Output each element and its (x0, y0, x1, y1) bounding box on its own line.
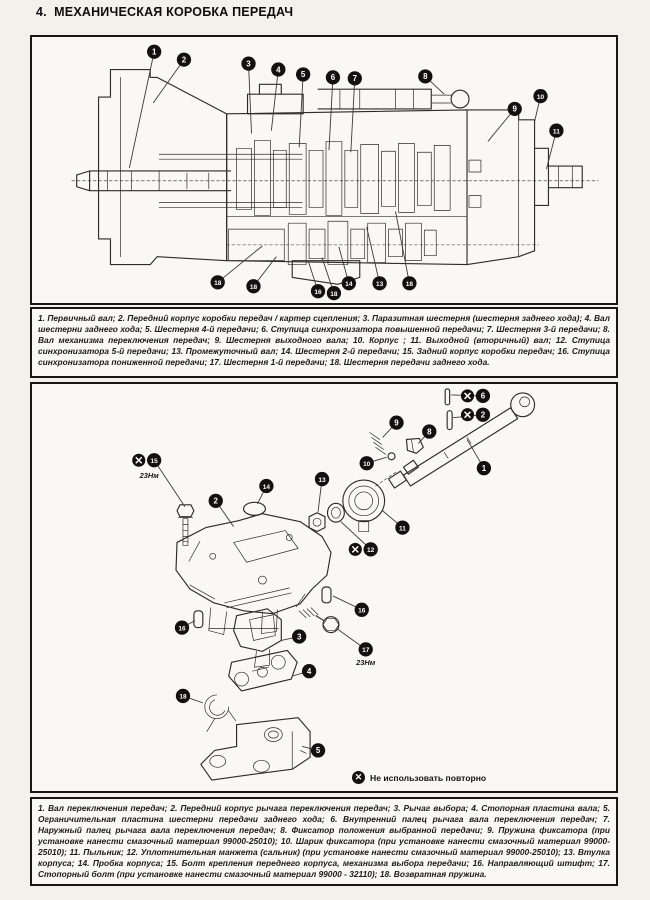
callout-number: 18 (330, 290, 338, 298)
torque-label: 23Нм (139, 471, 159, 481)
torque-label: 23Нм (356, 658, 376, 668)
callout-number: 2 (480, 410, 486, 420)
callout-number: 9 (394, 418, 399, 428)
guide-pins (194, 587, 331, 628)
shift-shaft (389, 389, 535, 488)
callout-number: 14 (345, 281, 353, 289)
transmission-diagram-frame (30, 35, 618, 305)
callout-number: 6 (330, 73, 336, 83)
legend-item: 5. Шестерня 4-й передачи; (145, 324, 262, 334)
do-not-reuse-icon: ✕ (352, 771, 365, 784)
legend-item: 11. Пыльник; (69, 847, 127, 857)
callout-number: 9 (512, 104, 517, 114)
legend-item: 2. Передний корпус коробки передач / картер сцепления; (117, 313, 363, 323)
bell-housing (99, 70, 227, 265)
legend-item: 10. Корпус ; (353, 335, 411, 345)
callout-number: 18 (179, 693, 187, 701)
callout-number: 18 (405, 281, 414, 289)
legend-item: 12. Ступица синхронизатора 5-й передачи; (38, 335, 610, 356)
reverse-limit-bracket (201, 718, 310, 780)
callout-number: 12 (367, 547, 375, 555)
leader-line (153, 60, 184, 103)
legend-item: 15. Болт крепления переднего корпуса, механизма выбора передачи; (166, 858, 473, 868)
leader-line (154, 460, 185, 507)
legend-item: 5. Ограничительная пластина шестерни передачи заднего хода; (38, 803, 611, 824)
legend-item: 4. Вал шестерни заднего хода; (38, 313, 610, 334)
leader-line (329, 77, 333, 150)
shift-mechanism-diagram-frame (30, 382, 618, 793)
shift-mechanism-exploded-diagram (32, 384, 616, 791)
legend-item: 6. Внутренний палец рычага вала переключения передач; (330, 814, 603, 824)
callout-number: 3 (246, 59, 251, 69)
legend-item: 15. Задний корпус коробки передач; (402, 346, 558, 356)
legend-item: 14. Пробка корпуса; (77, 858, 167, 868)
legend-item: 16. Ступица синхронизатора пониженной передачи; (38, 346, 610, 367)
legend-item: 9. Шестерня выходного вала; (214, 335, 354, 345)
legend-item: 12. Уплотнительная манжета (сальник) (при установке нанести смазочный материал 99000-25010); (126, 847, 564, 857)
legend-item: 1. Вал переключения передач; (38, 803, 171, 813)
leader-line (271, 70, 278, 131)
callout-number: 1 (151, 47, 157, 57)
shift-mechanism-line-art (176, 389, 535, 780)
legend-item: 8. Фиксатор положения выбранной передачи; (280, 825, 488, 835)
callout-number: 16 (314, 288, 322, 296)
legend-item: 13. Промежуточный вал; (171, 346, 281, 356)
legend-item: 18. Шестерня передачи заднего хода. (329, 357, 490, 367)
leader-line (218, 246, 263, 282)
transmission-cross-section-diagram (32, 37, 616, 303)
do-not-reuse-note (352, 771, 486, 784)
callout-number: 7 (352, 74, 358, 84)
stopper-plate (229, 650, 298, 691)
selector-lever (234, 609, 282, 677)
transmission-legend (32, 309, 616, 368)
shift-mechanism-legend-frame (30, 797, 618, 886)
leader-line (367, 227, 380, 283)
legend-item: 4. Стопорная пластина вала; (471, 803, 604, 813)
callout-number: 11 (399, 525, 406, 533)
callout-number: 3 (296, 632, 302, 642)
callout-number: 5 (300, 70, 306, 80)
legend-item: 3. Паразитная шестерня (шестерня заднего хода); (362, 313, 585, 323)
legend-item: 6. Ступица синхронизатора повышенной передачи; (261, 324, 487, 334)
legend-item: 11. Выходной (вторичный) вал; (410, 335, 556, 345)
callout-number: 1 (481, 463, 487, 473)
legend-item: 10. Шарик фиксатора (при установке нанести смазочный материал 99000-25010); (38, 836, 610, 857)
legend-item: 3. Рычаг выбора; (393, 803, 472, 813)
legend-item: 7. Шестерня 3-й передачи; (486, 324, 603, 334)
callout-number: 17 (362, 647, 370, 655)
page-title: 4. МЕХАНИЧЕСКАЯ КОРОБКА ПЕРЕДАЧ (36, 5, 294, 19)
return-spring (205, 695, 236, 732)
callout-number: 13 (375, 281, 384, 289)
diagram1-callouts (129, 45, 563, 301)
callout-number: 11 (552, 128, 560, 136)
callout-number: 4 (306, 666, 312, 676)
leader-line (396, 211, 410, 283)
legend-item: 17. Стопорный болт (при установке нанести смазочный материал 99000 - 32110); (38, 858, 610, 879)
stopper-bolt (299, 608, 339, 633)
callout-number: 8 (423, 72, 428, 82)
callout-number: 10 (536, 93, 545, 101)
callout-number: 16 (178, 625, 186, 633)
diagram2-callouts (132, 389, 491, 758)
callout-number: 16 (358, 607, 366, 615)
legend-item: 1. Первичный вал; (38, 313, 118, 323)
callout-number: 14 (262, 483, 271, 491)
callout-number: 8 (427, 427, 432, 437)
callout-number: 18 (214, 280, 222, 288)
legend-item: 14. Шестерня 2-й передачи; (280, 346, 403, 356)
housing-bolt (177, 505, 194, 546)
transmission-legend-frame (30, 307, 618, 378)
legend-item: 7. Наружный палец рычага вала переключения передач; (38, 814, 610, 835)
do-not-reuse-text: Не использовать повторно (370, 772, 487, 783)
leader-line (249, 64, 252, 134)
legend-item: 2. Передний корпус рычага переключения передач; (170, 803, 394, 813)
detent-parts (370, 433, 424, 460)
leader-line (299, 74, 303, 147)
gear-clusters (227, 140, 539, 264)
shift-mechanism-legend (32, 799, 616, 880)
legend-item: 17. Шестерня 1-й передачи; (209, 357, 330, 367)
legend-item: 13. Втулка корпуса; (38, 847, 610, 868)
callout-number: 18 (249, 284, 258, 292)
legend-item: 16. Направляющий штифт; (472, 858, 599, 868)
callout-number: 4 (276, 65, 281, 75)
callout-number: 10 (363, 461, 371, 468)
callout-number: 6 (480, 391, 486, 401)
callout-number: 13 (318, 476, 326, 484)
shift-rod (318, 89, 469, 109)
rear-housing-output-shaft (467, 110, 582, 265)
legend-item: 8. Вал механизма переключения передач; (38, 324, 610, 345)
callout-number: 15 (150, 458, 158, 466)
legend-item: 18. Возвратная пружина. (379, 869, 487, 879)
callout-number: 2 (181, 55, 187, 65)
front-housing-cover (176, 514, 331, 635)
callout-number: 2 (213, 496, 218, 506)
legend-item: 9. Пружина фиксатора (при установке нанести смазочный материал 99000-25010); (38, 825, 611, 846)
callout-number: 5 (315, 746, 321, 756)
